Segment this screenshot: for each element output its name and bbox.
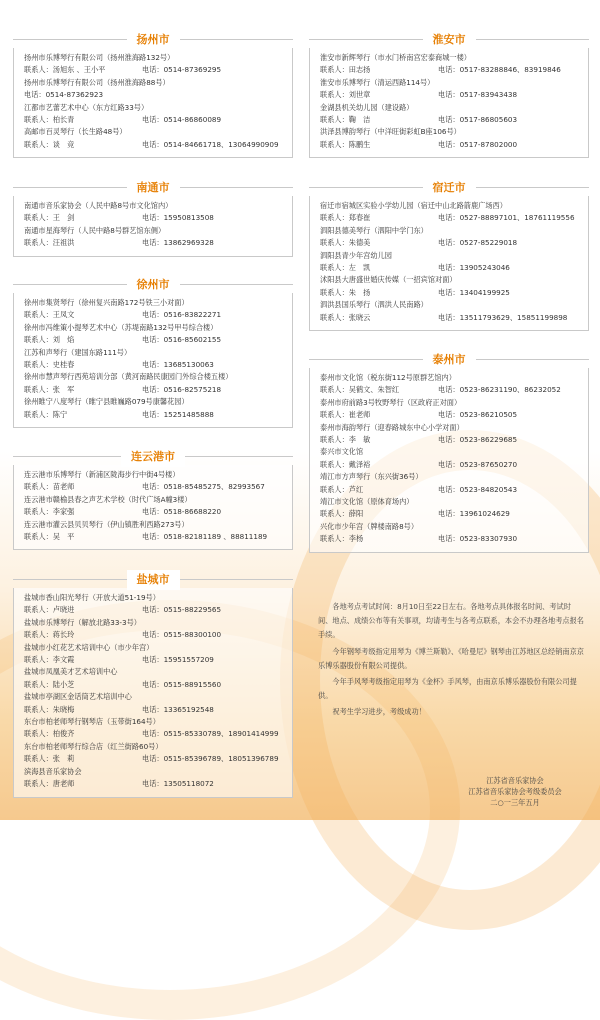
contact-row xyxy=(24,77,284,89)
contact-text: 东台市柏老师琴行钢琴店（玉带街164号） xyxy=(24,717,160,727)
organization-name: 江苏省音乐家协会 xyxy=(486,776,544,785)
contact-text: 徐州市集贤琴行（徐州复兴南路172号铁三小对面） xyxy=(24,298,189,307)
contact-text: 盐城市亭湖区金话筒艺术培训中心 xyxy=(24,692,132,702)
contact-row xyxy=(24,469,284,481)
contact-row xyxy=(320,52,580,64)
contact-list xyxy=(309,196,589,331)
contact-row xyxy=(24,778,284,790)
contact-list xyxy=(309,48,589,158)
contact-phone: 电话：0518-82181189 、88811189 xyxy=(142,532,268,542)
contact-phone: 电话：13961024629 xyxy=(438,509,510,519)
section-taizhou xyxy=(309,348,589,553)
contact-text: 沭阳县大唐盛世婚庆传媒（一招宾馆对面） xyxy=(320,275,457,285)
section-title: 泰州市 xyxy=(423,350,476,370)
contact-row xyxy=(24,409,284,421)
contact-row xyxy=(24,592,284,604)
contact-row xyxy=(320,372,580,384)
contact-text: 联系人：张晓云 xyxy=(320,312,371,322)
contact-phone: 电话：0517-83943438 xyxy=(438,90,518,100)
contact-text: 泰州市文化馆（税东街112号原群艺馆内） xyxy=(320,373,456,382)
contact-text: 徐州睢宁八度琴行（睢宁县睢巍路079号康馨花园） xyxy=(24,397,189,407)
contact-row xyxy=(24,237,284,249)
contact-text: 徐州市冯维策小提琴艺术中心（苏堤南路132号甲号综合楼） xyxy=(24,322,218,332)
contact-text: 联系人：史桂春 xyxy=(24,360,75,370)
section-yancheng xyxy=(13,568,293,798)
contact-row xyxy=(24,617,284,629)
contact-text: 泰兴市文化馆 xyxy=(320,447,364,457)
contact-row xyxy=(24,347,284,359)
contact-text: 电话：0514-87362923 xyxy=(24,90,104,100)
contact-row xyxy=(320,212,580,224)
contact-text: 联系人：朱晓梅 xyxy=(24,704,75,714)
contact-row xyxy=(24,654,284,666)
contact-row xyxy=(320,496,580,508)
contact-row xyxy=(320,200,580,212)
contact-text: 联系人：左 凯 xyxy=(320,263,371,273)
contact-text: 联系人：陈鹏生 xyxy=(320,139,371,149)
contact-row xyxy=(320,471,580,483)
contact-row xyxy=(24,481,284,493)
contact-text: 盐城市凤凰美才艺术培训中心 xyxy=(24,667,118,677)
contact-row xyxy=(24,531,284,543)
notice-paragraph: 今年钢琴考级指定用琴为《博兰斯勒》、《哈曼尼》钢琴由江苏地区总经销南京京乐博乐器股份有限公司提供。 xyxy=(318,646,584,670)
contact-row xyxy=(320,237,580,249)
contact-text: 泗阳县德美琴行（泗阳中学门东） xyxy=(320,225,428,235)
section-title: 淮安市 xyxy=(423,30,476,50)
contact-phone: 电话：15251485888 xyxy=(142,409,214,419)
contact-phone: 电话：0527-88897101、18761119556 xyxy=(438,213,575,223)
contact-row xyxy=(320,274,580,286)
contact-row xyxy=(24,371,284,383)
contact-row xyxy=(320,409,580,421)
contact-text: 联系人：汪祖洪 xyxy=(24,238,75,248)
section-nantong xyxy=(13,176,293,257)
contact-text: 联系人：陆小芝 xyxy=(24,679,75,689)
contact-text: 南通市音乐家协会（人民中路8号市文化馆内） xyxy=(24,201,173,210)
section-title: 宿迁市 xyxy=(423,178,476,198)
contact-text: 联系人：柏俊齐 xyxy=(24,729,75,739)
contact-row xyxy=(24,89,284,101)
contact-phone: 电话：0517-86805603 xyxy=(438,115,518,125)
contact-row xyxy=(24,728,284,740)
section-title: 扬州市 xyxy=(127,30,180,50)
contact-phone: 电话：13365192548 xyxy=(142,704,214,714)
contact-text: 联系人：刘世章 xyxy=(320,90,371,100)
contact-row xyxy=(320,102,580,114)
contact-text: 联系人：谈 竞 xyxy=(24,139,75,149)
contact-text: 联系人：卢晓进 xyxy=(24,605,75,615)
contact-row xyxy=(24,519,284,531)
contact-text: 联系人：柏长青 xyxy=(24,115,75,125)
contact-row xyxy=(24,506,284,518)
contact-phone: 电话：13404199925 xyxy=(438,287,510,297)
contact-row xyxy=(24,753,284,765)
section-title: 连云港市 xyxy=(121,447,185,467)
contact-text: 联系人：李家强 xyxy=(24,507,75,517)
contact-text: 联系人：薛阳 xyxy=(320,509,364,519)
contact-row xyxy=(320,434,580,446)
notice-paragraph: 祝考生学习进步，考级成功！ xyxy=(332,707,426,717)
contact-list xyxy=(13,293,293,428)
contact-row xyxy=(24,604,284,616)
contact-phone: 电话：15951557209 xyxy=(142,655,214,665)
contact-row xyxy=(24,334,284,346)
contact-phone: 电话：0523-86229685 xyxy=(438,435,518,445)
contact-text: 徐州市慧声琴行西苑培训分部（黄河南路民康园门外综合楼五楼） xyxy=(24,372,233,382)
contact-text: 联系人：鞠 洁 xyxy=(320,115,371,125)
contact-row xyxy=(24,704,284,716)
contact-row xyxy=(24,494,284,506)
contact-row xyxy=(320,64,580,76)
contact-text: 联系人：朱 扬 xyxy=(320,287,371,297)
contact-row xyxy=(24,716,284,728)
section-suqian xyxy=(309,176,589,331)
section-title: 盐城市 xyxy=(127,570,180,590)
section-lianyungang xyxy=(13,445,293,550)
contact-text: 洪泽县博韵琴行（中洋旺街彩虹B座106号） xyxy=(320,127,461,137)
contact-phone: 电话：13685130063 xyxy=(142,360,214,370)
contact-phone: 电话：0517-83288846、83919846 xyxy=(438,65,561,75)
section-title: 南通市 xyxy=(127,178,180,198)
contact-list xyxy=(13,48,293,158)
contact-text: 高邮市百灵琴行（长生路48号） xyxy=(24,127,127,137)
contact-text: 泰州市府前路3号牧野琴行（区政府正对面） xyxy=(320,397,462,407)
contact-row xyxy=(320,299,580,311)
contact-phone: 电话：13511793629、15851199898 xyxy=(438,312,568,322)
contact-row xyxy=(320,484,580,496)
contact-phone: 电话：0523-87650270 xyxy=(438,459,518,469)
contact-phone: 电话：0523-84820543 xyxy=(438,484,518,494)
contact-row xyxy=(24,396,284,408)
contact-text: 联系人：吴鹤文、朱智红 xyxy=(320,385,400,395)
contact-row xyxy=(320,250,580,262)
contact-row xyxy=(24,642,284,654)
contact-row xyxy=(24,200,284,212)
contact-row xyxy=(24,297,284,309)
contact-row xyxy=(24,741,284,753)
contact-text: 连云港市赣榆县春之声艺术学校（时代广场A幢3楼） xyxy=(24,494,192,504)
contact-text: 联系人：张 莉 xyxy=(24,754,75,764)
contact-text: 联系人：汤旭东 、王小平 xyxy=(24,65,106,75)
contact-phone: 电话：0515-88229565 xyxy=(142,605,222,615)
contact-text: 联系人：崔老师 xyxy=(320,410,371,420)
contact-row xyxy=(24,114,284,126)
contact-phone: 电话：13505118072 xyxy=(142,779,214,789)
contact-text: 联系人：陈宁 xyxy=(24,409,68,419)
contact-text: 江苏和声琴行（建国东路111号） xyxy=(24,347,132,357)
contact-row xyxy=(24,212,284,224)
contact-phone: 电话：0516-85602155 xyxy=(142,335,222,345)
contact-text: 联系人：王 剑 xyxy=(24,213,75,223)
contact-list xyxy=(13,465,293,550)
contact-text: 联系人：苗老师 xyxy=(24,482,75,492)
contact-row xyxy=(320,422,580,434)
contact-phone: 电话：15950813508 xyxy=(142,213,214,223)
contact-row xyxy=(24,64,284,76)
contact-text: 南通市星海琴行（人民中路8号群艺馆东侧） xyxy=(24,225,166,235)
contact-row xyxy=(24,384,284,396)
organization-name: 江苏省音乐家协会考级委员会 xyxy=(468,787,562,796)
contact-row xyxy=(320,262,580,274)
contact-text: 联系人：戴泽裕 xyxy=(320,459,371,469)
contact-phone: 电话：0515-88915560 xyxy=(142,679,222,689)
contact-row xyxy=(24,225,284,237)
contact-row xyxy=(320,521,580,533)
contact-text: 联系人：李 敏 xyxy=(320,435,371,445)
contact-phone: 电话：0523-86231190、86232052 xyxy=(438,385,561,395)
contact-text: 盐城市乐博琴行（解放北路33-3号） xyxy=(24,617,141,627)
contact-text: 盐城市香山阳光琴行（开放大道51-19号） xyxy=(24,593,160,602)
contact-text: 连云港市灌云县贝贝琴行（伊山镇胜利西路273号） xyxy=(24,519,189,529)
notice-paragraph: 各地考点考试时间：8月10日至22日左右。各地考点具体报名时间、考试时间、地点、成绩公布等有关事项，均请考生与各考点联系，本会不办理各地考点报名手续。 xyxy=(318,602,584,640)
contact-row xyxy=(320,126,580,138)
contact-text: 联系人：李杨 xyxy=(320,534,364,544)
contact-phone: 电话：0527-85229018 xyxy=(438,238,518,248)
contact-phone: 电话：0515-85396789、18051396789 xyxy=(142,754,279,764)
contact-list xyxy=(13,588,293,798)
contact-row xyxy=(320,312,580,324)
contact-text: 联系人：张 军 xyxy=(24,384,75,394)
contact-row xyxy=(24,766,284,778)
section-title: 徐州市 xyxy=(127,275,180,295)
contact-phone: 电话：13862969328 xyxy=(142,238,214,248)
contact-row xyxy=(24,126,284,138)
contact-row xyxy=(320,77,580,89)
section-huaian xyxy=(309,28,589,158)
contact-row xyxy=(24,52,284,64)
contact-text: 兴化市少年宫（牌楼南路8号） xyxy=(320,521,419,531)
contact-row xyxy=(320,384,580,396)
contact-phone: 电话：0518-86688220 xyxy=(142,507,222,517)
exam-notice xyxy=(318,600,584,722)
contact-phone: 电话：0518-85485275、82993567 xyxy=(142,482,265,492)
contact-phone: 电话：0516-83822271 xyxy=(142,310,222,320)
contact-row xyxy=(320,89,580,101)
contact-phone: 电话：0523-83307930 xyxy=(438,534,518,544)
contact-text: 靖江市方声琴行（东兴街36号） xyxy=(320,472,423,482)
contact-row xyxy=(24,322,284,334)
contact-row xyxy=(320,508,580,520)
contact-phone: 电话：0514-86860089 xyxy=(142,115,222,125)
contact-row xyxy=(24,102,284,114)
contact-row xyxy=(320,114,580,126)
contact-row xyxy=(320,139,580,151)
contact-row xyxy=(24,691,284,703)
contact-text: 联系人：刘 焰 xyxy=(24,335,75,345)
contact-text: 联系人：李文霞 xyxy=(24,655,75,665)
contact-row xyxy=(320,397,580,409)
contact-text: 扬州市乐博琴行有限公司（扬州淮海路88号） xyxy=(24,77,170,87)
notice-paragraph: 今年手风琴考级指定用琴为《金杯》手风琴，由南京乐博乐器股份有限公司提供。 xyxy=(318,677,577,701)
contact-phone: 电话：0514-87369295 xyxy=(142,65,222,75)
contact-text: 联系人：田志扬 xyxy=(320,65,371,75)
contact-row xyxy=(24,679,284,691)
contact-phone: 电话：0515-88300100 xyxy=(142,630,222,640)
contact-phone: 电话：0517-87802000 xyxy=(438,139,518,149)
signature-date: 二○一三年五月 xyxy=(490,798,540,807)
contact-text: 联系人：朱德美 xyxy=(320,238,371,248)
section-yangzhou xyxy=(13,28,293,158)
contact-row xyxy=(24,666,284,678)
contact-row xyxy=(24,359,284,371)
contact-phone: 电话：0523-86210505 xyxy=(438,410,518,420)
contact-row xyxy=(320,533,580,545)
contact-row xyxy=(320,459,580,471)
contact-row xyxy=(320,287,580,299)
contact-text: 联系人：王凤文 xyxy=(24,310,75,320)
contact-text: 扬州市乐博琴行有限公司（扬州淮海路132号） xyxy=(24,53,175,62)
contact-text: 东台市柏老师琴行综合店（红兰街路60号） xyxy=(24,741,163,751)
contact-list xyxy=(13,196,293,257)
contact-text: 淮安市乐博琴行（清运西路114号） xyxy=(320,77,435,87)
contact-phone: 电话：0514-84661718、13064990909 xyxy=(142,139,279,149)
contact-text: 江都市艺蕾艺术中心（东方红路33号） xyxy=(24,102,149,112)
contact-text: 联系人：芦红 xyxy=(320,484,364,494)
contact-text: 滨海县音乐家协会 xyxy=(24,766,82,776)
contact-phone: 电话：0516-82575218 xyxy=(142,384,222,394)
contact-text: 泗阳县青少年宫幼儿园 xyxy=(320,250,392,260)
contact-row xyxy=(24,629,284,641)
contact-text: 淮安市新辉琴行（市水门桥南宫宏泰商城一楼） xyxy=(320,53,471,62)
contact-text: 联系人：唐老师 xyxy=(24,779,75,789)
contact-text: 联系人：郑春崔 xyxy=(320,213,371,223)
signature-block xyxy=(440,775,590,808)
contact-text: 宿迁市宿城区实验小学幼儿园（宿迁中山北路箭鹿广场西） xyxy=(320,201,507,210)
contact-phone: 电话：0515-85330789、18901414999 xyxy=(142,729,279,739)
contact-text: 泰州市海韵琴行（迎春路城东中心小学对面） xyxy=(320,422,464,432)
contact-text: 靖江市文化馆（原体育场内） xyxy=(320,497,414,507)
contact-text: 联系人：吴 平 xyxy=(24,532,75,542)
contact-phone: 电话：13905243046 xyxy=(438,263,510,273)
contact-text: 联系人：蒋长玲 xyxy=(24,630,75,640)
contact-list xyxy=(309,368,589,553)
contact-text: 金湖县机关幼儿园（建设路） xyxy=(320,102,414,112)
contact-text: 盐城市小红花艺术培训中心（市少年宫） xyxy=(24,642,154,652)
contact-row xyxy=(320,225,580,237)
contact-text: 泗洪县国乐琴行（泗洪人民南路） xyxy=(320,300,428,310)
contact-row xyxy=(24,139,284,151)
contact-row xyxy=(320,446,580,458)
contact-text: 连云港市乐博琴行（新浦区陇海步行中街4号楼） xyxy=(24,470,180,479)
section-xuzhou xyxy=(13,273,293,428)
contact-row xyxy=(24,309,284,321)
